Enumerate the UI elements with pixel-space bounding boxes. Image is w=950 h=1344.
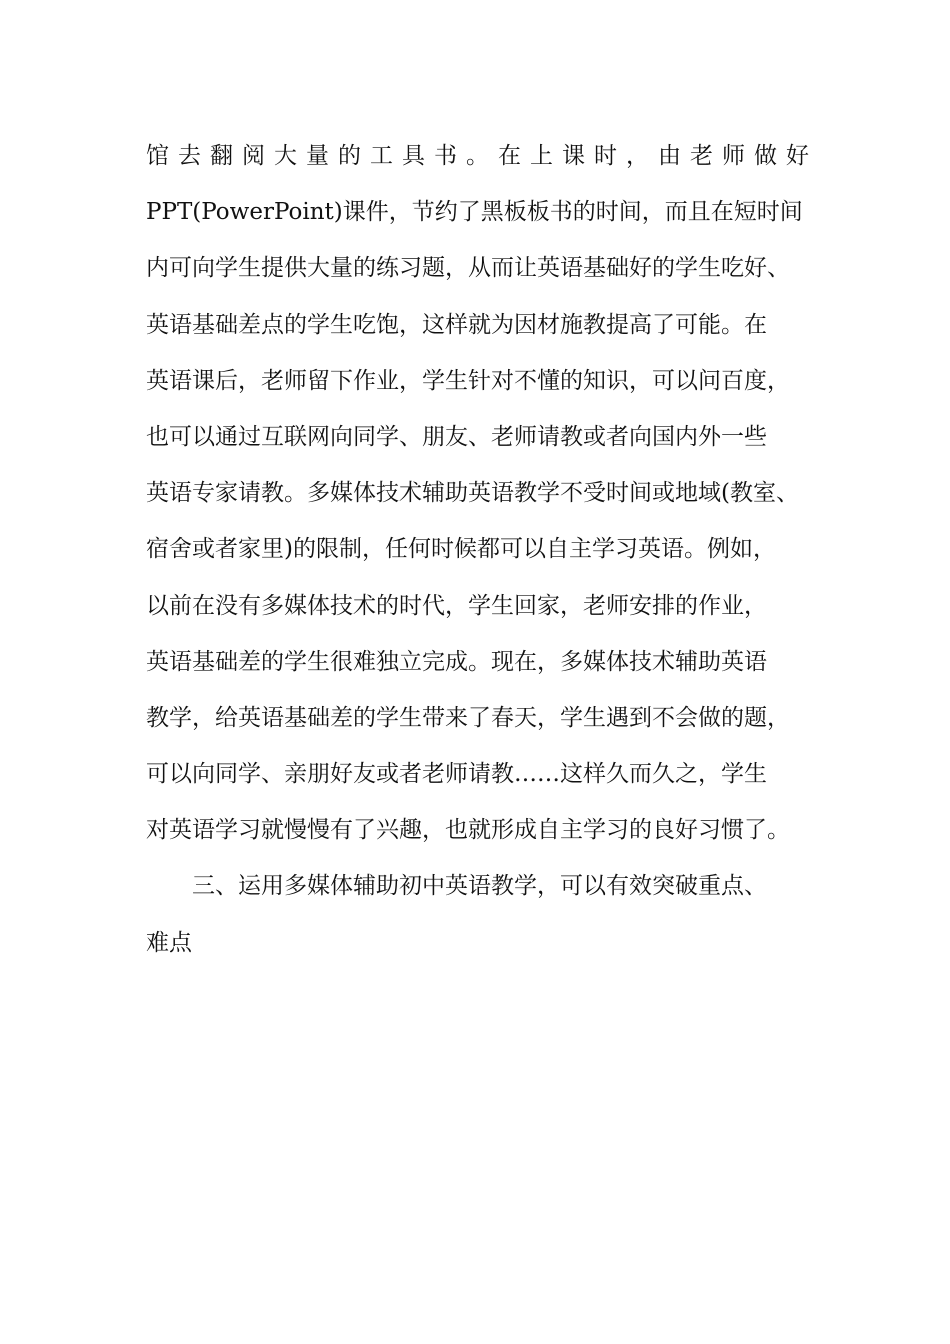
text-line: 英语课后，老师留下作业，学生针对不懂的知识，可以问百度，	[146, 367, 790, 394]
text-line: 馆去翻阅大量的工具书。在上课时，由老师做好	[146, 143, 818, 169]
text-line: 也可以通过互联网向同学、朋友、老师请教或者向国内外一些	[146, 423, 767, 450]
text-line: 内可向学生提供大量的练习题，从而让英语基础好的学生吃好、	[146, 255, 790, 282]
section-heading: 三、运用多媒体辅助初中英语教学，可以有效突破重点、	[192, 873, 767, 900]
text-line: 英语专家请教。多媒体技术辅助英语教学不受时间或地域(教室、	[146, 480, 799, 507]
text-line: 英语基础差的学生很难独立完成。现在，多媒体技术辅助英语	[146, 648, 767, 675]
text-line: 宿舍或者家里)的限制，任何时候都可以自主学习英语。例如，	[146, 536, 776, 563]
text-line: 对英语学习就慢慢有了兴趣，也就形成自主学习的良好习惯了。	[146, 817, 790, 844]
text-line: 教学，给英语基础差的学生带来了春天，学生遇到不会做的题，	[146, 704, 790, 731]
body-text	[146, 128, 826, 971]
section-heading-continuation: 难点	[146, 929, 192, 956]
text-line: 可以向同学、亲朋好友或者老师请教……这样久而久之，学生	[146, 761, 767, 788]
text-line: 英语基础差点的学生吃饱，这样就为因材施教提高了可能。在	[146, 311, 767, 338]
text-line: 以前在没有多媒体技术的时代，学生回家，老师安排的作业，	[146, 592, 767, 619]
text-line: PPT(PowerPoint)课件，节约了黑板板书的时间，而且在短时间	[146, 199, 803, 226]
